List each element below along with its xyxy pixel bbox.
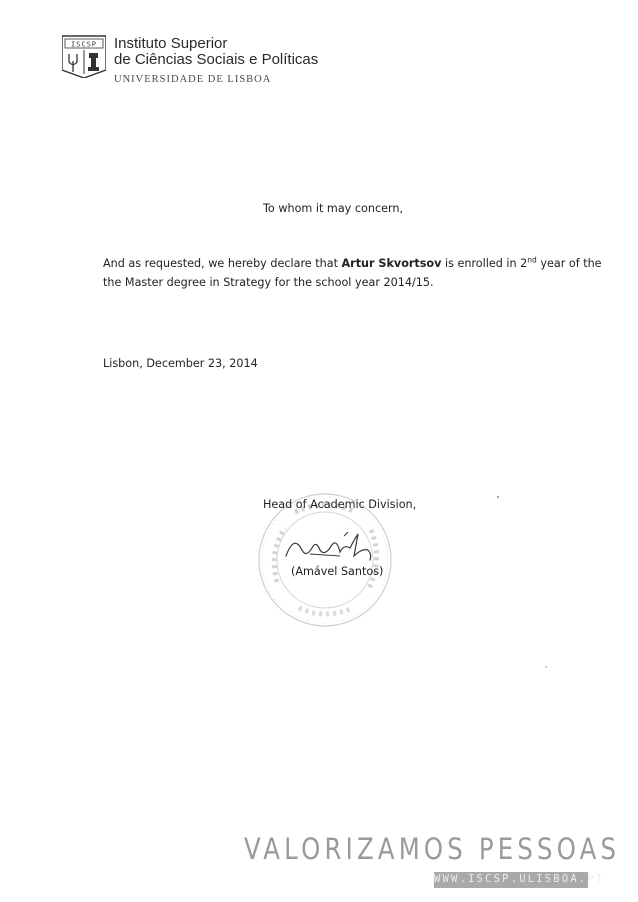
declaration-line-2: the Master degree in Strategy for the school year 2014/15. (103, 276, 434, 289)
signatory-name: (Amável Santos) (291, 565, 384, 578)
declaration-text-3: year of the (536, 257, 602, 270)
website-banner (434, 872, 605, 888)
declaration-paragraph (103, 254, 602, 292)
university-name: UNIVERSIDADE DE LISBOA (114, 74, 272, 85)
declaration-text-1: And as requested, we hereby declare that (103, 257, 342, 270)
declaration-line-1 (103, 254, 602, 273)
place-and-date: Lisbon, December 23, 2014 (103, 357, 258, 370)
student-name: Artur Skvortsov (341, 257, 442, 270)
ordinal-suffix: nd (527, 255, 537, 265)
signatory-role: Head of Academic Division, (263, 498, 417, 511)
salutation: To whom it may concern, (263, 202, 404, 215)
iscsp-logo-icon (62, 34, 106, 78)
institution-name-line-1: Instituto Superior (114, 35, 228, 52)
declaration-text-2: is enrolled in 2 (441, 257, 528, 270)
handwritten-signature-icon (280, 526, 380, 566)
scan-speck (545, 666, 547, 668)
website-url: WWW.ISCSP.ULISBOA.PT (434, 873, 605, 885)
institution-name (114, 36, 318, 68)
scan-speck (497, 496, 499, 498)
footer-slogan: VALORIZAMOS PESSOAS (244, 832, 621, 866)
svg-text:ISCSP: ISCSP (70, 40, 98, 49)
institution-name-line-2: de Ciências Sociais e Políticas (114, 51, 319, 68)
